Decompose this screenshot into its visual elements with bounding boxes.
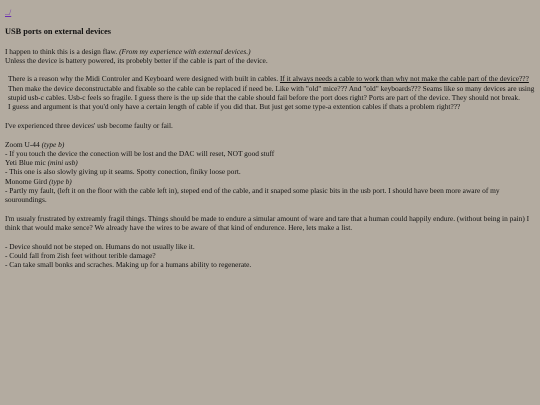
device-type: (type b) (48, 176, 72, 186)
device-note: - This one is also slowly giving up it seams. Spotty conection, finiky loose port. (5, 167, 241, 177)
device-list (5, 140, 535, 205)
device-name: Zoom U-44 (5, 139, 40, 149)
fragility-paragraph: I'm usualy frustrated by extreamly fragil things. Things should be made to endure a simular amount of ware and tare that a human could happily endure. (without being in pain) I think that would make sence? We already have the wires to be aware of that kind of endurence. Here, lets make a list. (5, 213, 530, 233)
device-note: - If you touch the device the conection will be lost and the DAC will reset, NOT good stuff (5, 148, 275, 158)
cable-paragraph (5, 74, 535, 111)
page-title: USB ports on external devices (5, 27, 112, 37)
cable-text-a: There is a reason why the Midi Controler and Keyboard were designed with built in cables. (8, 74, 279, 84)
intro-note: (From my experience with external devices.) (119, 46, 251, 56)
device-type: (mini usb) (47, 158, 78, 168)
cable-text-underlined: If it always needs a cable to work than why not make the cable part of the device??? (279, 74, 529, 84)
cable-text-c: I guess and argument is that you'd only have a certain length of cable if you did that. But just get some type-a extention cables if thats a problem right??? (8, 102, 461, 112)
intro-line1: I happen to think this is a design flaw. (5, 46, 118, 56)
cable-text-b: Then make the device deconstructable and fixable so the cable can be replaced if need be. Like with "old" mice??? And "old" keyboards??? Seams like so many devices are using stupid usb-c cables. Usb-c feels so fragile. I guess there is the up side that the cable should fail before the port does right? Ports are part of the device. They should not break. (8, 83, 535, 103)
device-note: - Partly my fault, (left it on the floor with the cable left in), steped end of the cable, and it snaped some plasic bits in the usb port. I should have been more aware of my souroundings. (5, 186, 500, 205)
back-link[interactable]: ../ (5, 8, 12, 17)
device-name: Yeti Blue mic (5, 158, 46, 168)
endurance-list (5, 242, 535, 270)
device-type: (type b) (41, 139, 65, 149)
intro-line2: Unless the device is battery powered, its probebly better if the cable is part of the device. (5, 55, 268, 65)
list-item: - Could fall from 2ish feet without terible damage? (5, 251, 156, 261)
experience-paragraph: I've experienced three devices' usb become faulty or fail. (5, 120, 173, 130)
list-item: - Can take small bonks and scraches. Making up for a humans ability to regenerate. (5, 260, 252, 270)
device-name: Monome Gird (5, 176, 48, 186)
intro-paragraph (5, 47, 535, 66)
list-item: - Device should not be steped on. Humans do not usually like it. (5, 241, 195, 251)
